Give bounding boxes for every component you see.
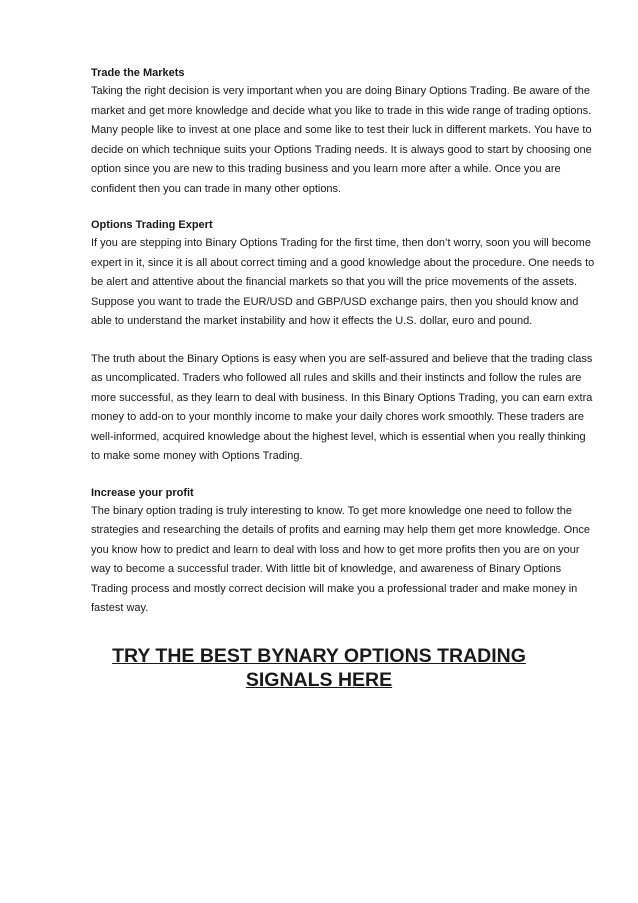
section-heading: Options Trading Expert [91, 219, 213, 231]
section-heading: Increase your profit [91, 486, 194, 499]
signals-cta-link[interactable] [0, 644, 638, 692]
section-options-trading-expert [91, 217, 596, 332]
section-paragraph: Taking the right decision is very important when you are doing Binary Options Trading. Be aware of the market and get more knowledge and decide what you like to trade in this wide range of trading options. Many people like to invest at one place and some like to test their luck in different markets. You have to decide on which technique suits your Options Trading needs. It is always good to start by choosing one option since you are new to this trading business and you learn more after a while. Once you are confident then you can trade in many other options. [91, 85, 592, 195]
section-paragraph: The binary option trading is truly interesting to know. To get more knowledge one need to follow the strategies and researching the details of profits and earning may help them get more knowledge. Once you know how to predict and learn to deal with loss and how to get more profits then you are on your way to become a successful trader. With little bit of knowledge, and awareness of Binary Options Trading process and mostly correct decision will make you a professional trader and make money in fastest way. [91, 504, 590, 614]
article-body [91, 65, 596, 637]
cta-line-1: TRY THE BEST BYNARY OPTIONS TRADING [112, 645, 526, 667]
section-trade-the-markets [91, 65, 596, 199]
section-paragraph: If you are stepping into Binary Options Trading for the first time, then don’t worry, soon you will become expert in it, since it is all about correct timing and a good knowledge about the procedure. One needs to be alert and attentive about the financial markets so that you will the price movements of the assets. Suppose you want to trade the EUR/USD and GBP/USD exchange pairs, then you should know and able to understand the market instability and how it effects the U.S. dollar, euro and pound. [91, 237, 595, 327]
section-heading: Trade the Markets [91, 67, 185, 79]
cta-line-2: SIGNALS HERE [245, 669, 393, 691]
section-increase-your-profit [91, 485, 596, 619]
section-paragraph: The truth about the Binary Options is easy when you are self-assured and believe that the trading class as uncomplicated. Traders who followed all rules and skills and their instincts and follow the rules are more successful, as they learn to deal with business. In this Binary Options Trading, you can earn extra money to add-on to your monthly income to make your daily chores work smoothly. These traders are well-informed, acquired knowledge about the highest level, which is essential when you really thinking to make some money with Options Trading. [91, 352, 593, 462]
section-truth-about-binary-options [91, 350, 596, 467]
